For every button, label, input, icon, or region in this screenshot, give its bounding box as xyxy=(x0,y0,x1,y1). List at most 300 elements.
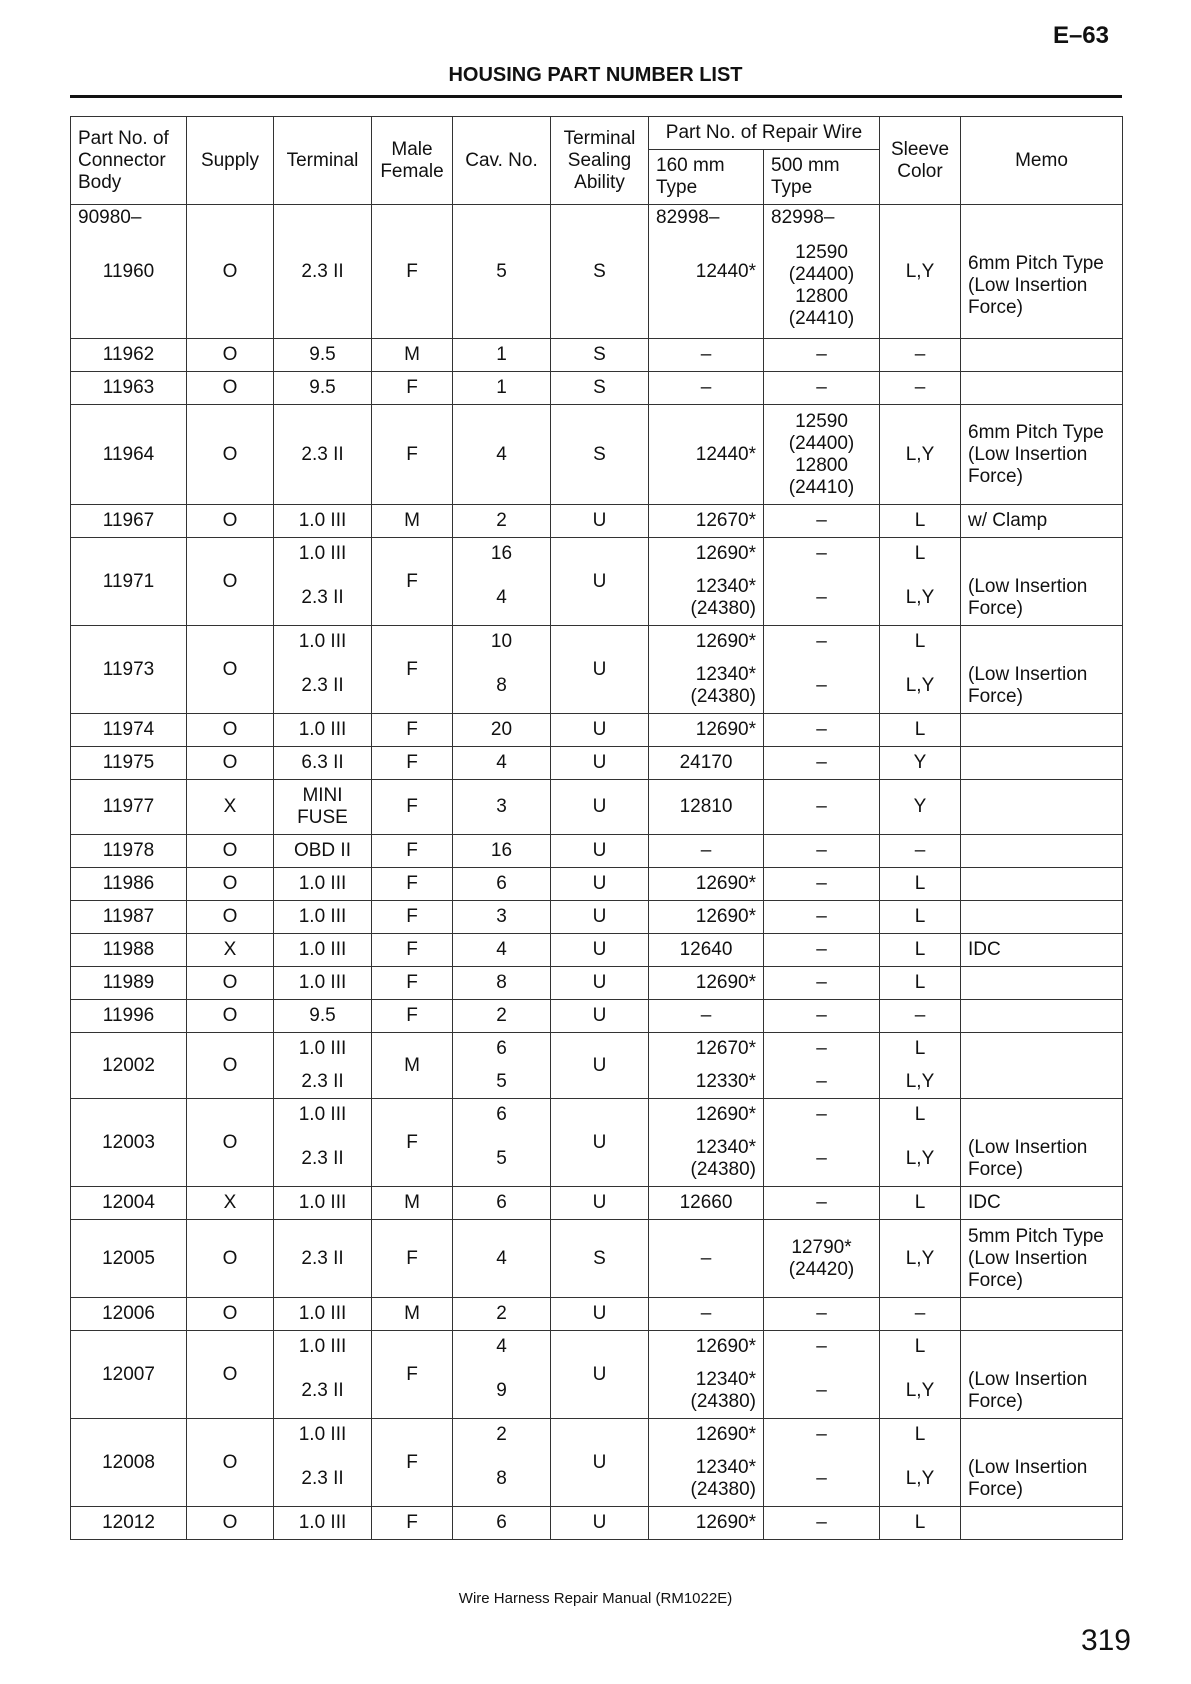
table-cell: 2.3 II xyxy=(274,1364,372,1419)
table-cell: M xyxy=(372,1033,453,1099)
table-cell: 11973 xyxy=(71,626,187,714)
table-cell: U xyxy=(551,934,649,967)
table-cell: L xyxy=(880,505,961,538)
table-cell: L,Y xyxy=(880,405,961,505)
table-cell: – xyxy=(764,505,880,538)
table-cell: U xyxy=(551,1298,649,1331)
table-cell: U xyxy=(551,1187,649,1220)
table-cell: L,Y xyxy=(880,205,961,339)
table-cell: – xyxy=(649,835,764,868)
table-cell: 5 xyxy=(453,205,551,339)
table-cell: 16 xyxy=(453,835,551,868)
table-cell: 16 xyxy=(453,538,551,571)
table-row xyxy=(71,1187,1123,1220)
table-cell: 9.5 xyxy=(274,1000,372,1033)
table-cell: 2.3 II xyxy=(274,1066,372,1099)
table-cell: L xyxy=(880,1419,961,1452)
table-cell xyxy=(961,1033,1123,1099)
table-cell xyxy=(961,339,1123,372)
table-cell: 12002 xyxy=(71,1033,187,1099)
table-cell: 12810 xyxy=(649,780,764,835)
table-cell: U xyxy=(551,538,649,626)
prefix-160: 82998– xyxy=(656,207,720,228)
table-cell: U xyxy=(551,780,649,835)
table-cell: 1.0 III xyxy=(274,1419,372,1452)
table-cell: 5mm Pitch Type (Low Insertion Force) xyxy=(961,1220,1123,1298)
table-cell xyxy=(961,372,1123,405)
table-cell xyxy=(71,205,187,339)
table-cell: O xyxy=(187,835,274,868)
table-cell: (Low Insertion Force) xyxy=(961,1132,1123,1187)
table-cell: O xyxy=(187,1419,274,1507)
table-cell: – xyxy=(764,1364,880,1419)
table-cell: – xyxy=(880,1298,961,1331)
table-cell: 12690* xyxy=(649,626,764,659)
table-cell: L,Y xyxy=(880,1220,961,1298)
table-cell: 12340* (24380) xyxy=(649,659,764,714)
table-cell: 2 xyxy=(453,505,551,538)
table-cell: (Low Insertion Force) xyxy=(961,659,1123,714)
table-cell: 11963 xyxy=(71,372,187,405)
table-cell: F xyxy=(372,868,453,901)
table-cell: 6 xyxy=(453,1187,551,1220)
table-cell: S xyxy=(551,1220,649,1298)
table-cell: 10 xyxy=(453,626,551,659)
table-cell: 3 xyxy=(453,901,551,934)
table-row xyxy=(71,967,1123,1000)
table-cell: – xyxy=(764,1000,880,1033)
table-row xyxy=(71,780,1123,835)
table-cell: 12008 xyxy=(71,1419,187,1507)
table-cell: F xyxy=(372,747,453,780)
table-cell: 12690* xyxy=(649,1507,764,1540)
table-cell: 6mm Pitch Type (Low Insertion Force) xyxy=(961,205,1123,339)
table-cell: – xyxy=(764,747,880,780)
table-cell xyxy=(961,1298,1123,1331)
table-cell: 12006 xyxy=(71,1298,187,1331)
table-cell: 11988 xyxy=(71,934,187,967)
table-cell xyxy=(961,1419,1123,1452)
table-cell: – xyxy=(764,780,880,835)
table-cell: 2 xyxy=(453,1419,551,1452)
table-cell: L xyxy=(880,934,961,967)
table-cell: O xyxy=(187,1033,274,1099)
table-cell: U xyxy=(551,1331,649,1419)
table-row xyxy=(71,1220,1123,1298)
table-cell: 20 xyxy=(453,714,551,747)
table-cell: 1.0 III xyxy=(274,1099,372,1132)
table-row xyxy=(71,1099,1123,1132)
page-code: E–63 xyxy=(1052,22,1109,49)
table-cell: 11978 xyxy=(71,835,187,868)
table-cell xyxy=(961,1099,1123,1132)
table-cell: O xyxy=(187,868,274,901)
table-cell: 11996 xyxy=(71,1000,187,1033)
table-cell: U xyxy=(551,505,649,538)
table-cell: – xyxy=(649,372,764,405)
table-cell: L xyxy=(880,868,961,901)
table-cell: 6.3 II xyxy=(274,747,372,780)
prefix-500: 82998– xyxy=(771,207,835,228)
table-row xyxy=(71,1331,1123,1364)
table-row xyxy=(71,1033,1123,1066)
table-cell: 24170 xyxy=(649,747,764,780)
table-cell: U xyxy=(551,1507,649,1540)
table-row xyxy=(71,835,1123,868)
table-cell: F xyxy=(372,372,453,405)
table-cell: L,Y xyxy=(880,659,961,714)
table-cell: 12340* (24380) xyxy=(649,571,764,626)
table-cell: 12330* xyxy=(649,1066,764,1099)
table-row xyxy=(71,934,1123,967)
table-cell: – xyxy=(764,1298,880,1331)
table-cell: 1.0 III xyxy=(274,934,372,967)
table-cell: L xyxy=(880,901,961,934)
table-cell: O xyxy=(187,1099,274,1187)
table-cell: U xyxy=(551,1033,649,1099)
table-cell: – xyxy=(880,835,961,868)
table-cell: L,Y xyxy=(880,1132,961,1187)
table-cell: – xyxy=(649,1000,764,1033)
table-cell: 12690* xyxy=(649,901,764,934)
table-cell: U xyxy=(551,1419,649,1507)
table-cell: 1.0 III xyxy=(274,1298,372,1331)
table-cell: 1.0 III xyxy=(274,626,372,659)
table-cell: 11986 xyxy=(71,868,187,901)
table-cell: Y xyxy=(880,747,961,780)
table-cell: F xyxy=(372,967,453,1000)
table-cell: 1.0 III xyxy=(274,1331,372,1364)
table-cell: – xyxy=(764,901,880,934)
table-cell: (Low Insertion Force) xyxy=(961,571,1123,626)
table-cell: 11971 xyxy=(71,538,187,626)
table-cell: 12590 (24400) 12800 (24410) xyxy=(764,405,880,505)
table-row xyxy=(71,1298,1123,1331)
prefix-part: 90980– xyxy=(78,207,142,228)
table-cell: O xyxy=(187,205,274,339)
table-row xyxy=(71,405,1123,505)
header-500mm: 500 mm Type xyxy=(764,150,880,205)
header-160mm: 160 mm Type xyxy=(649,150,764,205)
table-cell: O xyxy=(187,505,274,538)
table-cell: – xyxy=(764,835,880,868)
table-cell: 12690* xyxy=(649,1331,764,1364)
table-row xyxy=(71,505,1123,538)
table-cell: 2.3 II xyxy=(274,571,372,626)
table-row xyxy=(71,868,1123,901)
table-cell: O xyxy=(187,1331,274,1419)
table-cell: S xyxy=(551,372,649,405)
table-cell: 12790* (24420) xyxy=(764,1220,880,1298)
table-cell: – xyxy=(764,967,880,1000)
table-cell: F xyxy=(372,405,453,505)
table-cell: U xyxy=(551,901,649,934)
table-cell: (Low Insertion Force) xyxy=(961,1364,1123,1419)
table-cell: F xyxy=(372,205,453,339)
table-cell: 12690* xyxy=(649,967,764,1000)
table-cell: U xyxy=(551,1000,649,1033)
table-cell: 1.0 III xyxy=(274,538,372,571)
footer-manual-title: Wire Harness Repair Manual (RM1022E) xyxy=(458,1590,733,1607)
table-cell: 11989 xyxy=(71,967,187,1000)
table-cell: 12340* (24380) xyxy=(649,1364,764,1419)
table-cell: 2.3 II xyxy=(274,659,372,714)
table-cell: O xyxy=(187,372,274,405)
table-cell: 9 xyxy=(453,1364,551,1419)
header-cav-no: Cav. No. xyxy=(453,117,551,205)
header-supply: Supply xyxy=(187,117,274,205)
table-cell: – xyxy=(764,1452,880,1507)
table-cell: 9.5 xyxy=(274,372,372,405)
table-cell: L xyxy=(880,1507,961,1540)
table-cell: – xyxy=(764,538,880,571)
table-row xyxy=(71,372,1123,405)
table-cell: O xyxy=(187,747,274,780)
table-row xyxy=(71,538,1123,571)
table-cell: – xyxy=(880,372,961,405)
table-cell: 11987 xyxy=(71,901,187,934)
table-cell: 11962 xyxy=(71,339,187,372)
table-cell: 1.0 III xyxy=(274,714,372,747)
table-cell: w/ Clamp xyxy=(961,505,1123,538)
table-cell: M xyxy=(372,1187,453,1220)
table-cell: F xyxy=(372,626,453,714)
table-cell: F xyxy=(372,1099,453,1187)
table-cell: L xyxy=(880,538,961,571)
table-cell: – xyxy=(764,1033,880,1066)
table-cell: 11964 xyxy=(71,405,187,505)
table-cell: 12003 xyxy=(71,1099,187,1187)
table-cell: 4 xyxy=(453,1220,551,1298)
table-cell: 12007 xyxy=(71,1331,187,1419)
table-cell: 12640 xyxy=(649,934,764,967)
table-cell: – xyxy=(880,1000,961,1033)
header-row xyxy=(71,117,1123,150)
table-cell: 11975 xyxy=(71,747,187,780)
header-memo: Memo xyxy=(961,117,1123,205)
table-cell: 1.0 III xyxy=(274,901,372,934)
table-cell: O xyxy=(187,967,274,1000)
table-cell: L xyxy=(880,1099,961,1132)
table-cell: 11967 xyxy=(71,505,187,538)
table-cell: – xyxy=(764,1331,880,1364)
table-cell: F xyxy=(372,714,453,747)
table-cell: IDC xyxy=(961,934,1123,967)
table-cell: 82998– 12590 (24400) 12800 (24410) xyxy=(764,205,880,339)
table-cell: – xyxy=(880,339,961,372)
table-cell: X xyxy=(187,934,274,967)
table-cell: 2.3 II xyxy=(274,205,372,339)
table-cell: L,Y xyxy=(880,1066,961,1099)
table-cell: U xyxy=(551,1099,649,1187)
table-cell: 12690* xyxy=(649,1099,764,1132)
table-cell: 12690* xyxy=(649,538,764,571)
table-cell: L xyxy=(880,1033,961,1066)
table-cell: 12690* xyxy=(649,714,764,747)
table-cell: O xyxy=(187,714,274,747)
header-part-no: Part No. of Connector Body xyxy=(71,117,187,205)
table-cell: 1.0 III xyxy=(274,868,372,901)
wire-160: 12440* xyxy=(695,260,756,282)
table-cell: O xyxy=(187,538,274,626)
table-cell: 8 xyxy=(453,967,551,1000)
table-cell: S xyxy=(551,339,649,372)
table-row xyxy=(71,1507,1123,1540)
table-cell: F xyxy=(372,1419,453,1507)
table-cell: U xyxy=(551,967,649,1000)
table-cell xyxy=(961,1507,1123,1540)
table-cell xyxy=(961,835,1123,868)
table-cell: U xyxy=(551,868,649,901)
table-cell: U xyxy=(551,714,649,747)
table-cell: 2.3 II xyxy=(274,405,372,505)
table-row xyxy=(71,1419,1123,1452)
table-cell: L,Y xyxy=(880,571,961,626)
table-cell: 2.3 II xyxy=(274,1220,372,1298)
table-cell: M xyxy=(372,339,453,372)
table-row xyxy=(71,205,1123,339)
table-cell: 1.0 III xyxy=(274,505,372,538)
table-cell: 4 xyxy=(453,405,551,505)
table-cell: – xyxy=(764,1187,880,1220)
table-cell: – xyxy=(764,1507,880,1540)
table-cell: (Low Insertion Force) xyxy=(961,1452,1123,1507)
table-cell: F xyxy=(372,1220,453,1298)
page-title: HOUSING PART NUMBER LIST xyxy=(448,64,743,86)
table-row xyxy=(71,339,1123,372)
header-repair-wire: Part No. of Repair Wire xyxy=(649,117,880,150)
table-cell: – xyxy=(764,372,880,405)
table-cell: U xyxy=(551,747,649,780)
table-row xyxy=(71,747,1123,780)
table-cell: 1.0 III xyxy=(274,967,372,1000)
table-cell: 12690* xyxy=(649,868,764,901)
table-cell: F xyxy=(372,1507,453,1540)
table-cell: 12440* xyxy=(649,405,764,505)
table-cell: 12670* xyxy=(649,1033,764,1066)
table-cell: – xyxy=(764,1066,880,1099)
header-sealing: Terminal Sealing Ability xyxy=(551,117,649,205)
table-cell xyxy=(961,780,1123,835)
table-cell xyxy=(961,626,1123,659)
table-cell: 8 xyxy=(453,1452,551,1507)
table-cell: L xyxy=(880,1331,961,1364)
table-row xyxy=(71,626,1123,659)
table-cell xyxy=(961,714,1123,747)
table-cell: M xyxy=(372,505,453,538)
header-terminal: Terminal xyxy=(274,117,372,205)
table-cell xyxy=(961,538,1123,571)
table-cell: 12004 xyxy=(71,1187,187,1220)
table-cell: 8 xyxy=(453,659,551,714)
table-cell: X xyxy=(187,1187,274,1220)
table-cell: 2 xyxy=(453,1000,551,1033)
table-cell: O xyxy=(187,405,274,505)
table-cell: 1.0 III xyxy=(274,1187,372,1220)
table-cell: 12340* (24380) xyxy=(649,1132,764,1187)
table-cell: F xyxy=(372,934,453,967)
table-cell: 1.0 III xyxy=(274,1507,372,1540)
table-cell xyxy=(961,868,1123,901)
table-cell: O xyxy=(187,1298,274,1331)
table-cell: L xyxy=(880,626,961,659)
table-cell: 11977 xyxy=(71,780,187,835)
table-cell: – xyxy=(764,339,880,372)
table-row xyxy=(71,714,1123,747)
header-male-female: Male Female xyxy=(372,117,453,205)
table-cell: 12690* xyxy=(649,1419,764,1452)
table-cell: F xyxy=(372,901,453,934)
table-cell: O xyxy=(187,1220,274,1298)
table-cell: L xyxy=(880,967,961,1000)
table-cell: OBD II xyxy=(274,835,372,868)
table-cell: L xyxy=(880,1187,961,1220)
table-cell: 5 xyxy=(453,1132,551,1187)
table-cell: O xyxy=(187,901,274,934)
table-cell: 3 xyxy=(453,780,551,835)
table-cell: 1 xyxy=(453,339,551,372)
housing-part-table xyxy=(70,116,1123,1540)
table-cell: F xyxy=(372,780,453,835)
table-cell: L xyxy=(880,714,961,747)
table-cell xyxy=(961,747,1123,780)
table-cell: O xyxy=(187,1000,274,1033)
table-cell: U xyxy=(551,835,649,868)
table-cell: 12340* (24380) xyxy=(649,1452,764,1507)
table-cell: 2.3 II xyxy=(274,1132,372,1187)
table-cell: Y xyxy=(880,780,961,835)
table-cell: – xyxy=(764,868,880,901)
table-cell: 6 xyxy=(453,1507,551,1540)
page-number: 319 xyxy=(1080,1624,1131,1657)
table-cell: 1.0 III xyxy=(274,1033,372,1066)
table-cell: F xyxy=(372,538,453,626)
table-cell: – xyxy=(649,1220,764,1298)
table-cell: F xyxy=(372,1000,453,1033)
table-cell: – xyxy=(764,626,880,659)
header-sleeve: Sleeve Color xyxy=(880,117,961,205)
table-cell: – xyxy=(764,1132,880,1187)
table-row xyxy=(71,1000,1123,1033)
table-cell xyxy=(961,1331,1123,1364)
table-cell: O xyxy=(187,626,274,714)
table-cell: 5 xyxy=(453,1066,551,1099)
table-cell: 12012 xyxy=(71,1507,187,1540)
table-cell xyxy=(961,967,1123,1000)
table-cell: S xyxy=(551,405,649,505)
title-divider xyxy=(70,95,1122,98)
table-cell: 2.3 II xyxy=(274,1452,372,1507)
table-cell: – xyxy=(764,714,880,747)
table-cell: – xyxy=(764,934,880,967)
table-cell: O xyxy=(187,1507,274,1540)
table-cell: 6 xyxy=(453,1033,551,1066)
table-cell: F xyxy=(372,1331,453,1419)
table-row xyxy=(71,901,1123,934)
table-cell: 6mm Pitch Type (Low Insertion Force) xyxy=(961,405,1123,505)
table-cell: 4 xyxy=(453,1331,551,1364)
table-cell: – xyxy=(649,1298,764,1331)
table-cell: 4 xyxy=(453,747,551,780)
table-cell: – xyxy=(764,1419,880,1452)
table-cell: X xyxy=(187,780,274,835)
table-cell: F xyxy=(372,835,453,868)
table-cell: 12660 xyxy=(649,1187,764,1220)
table-cell: 4 xyxy=(453,934,551,967)
table-cell: 6 xyxy=(453,868,551,901)
table-cell: S xyxy=(551,205,649,339)
table-cell: O xyxy=(187,339,274,372)
